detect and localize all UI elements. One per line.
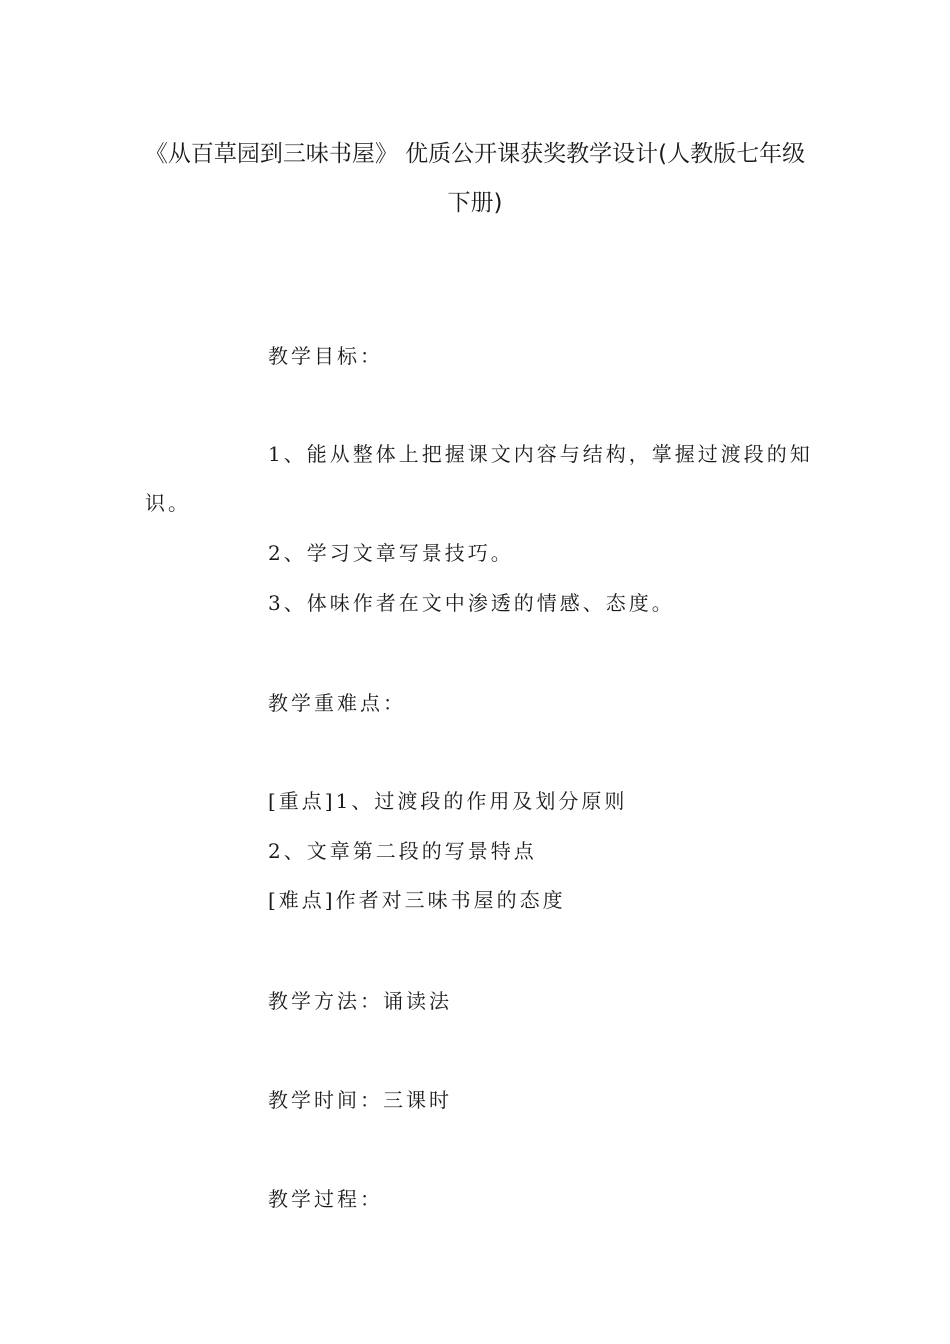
- objectives-heading: 教学目标：: [268, 344, 383, 368]
- document-title-line1: 《从百草园到三味书屋》 优质公开课获奖教学设计(人教版七年级: [144, 141, 806, 167]
- process-heading: 教学过程：: [268, 1187, 383, 1211]
- document-title-line2: 下册): [447, 190, 503, 216]
- difficulty: [难点]作者对三味书屋的态度: [268, 888, 566, 912]
- teaching-time: 教学时间：三课时: [268, 1088, 452, 1112]
- objective-3: 3、体味作者在文中渗透的情感、态度。: [268, 591, 675, 615]
- keypoint-1: [重点]1、过渡段的作用及划分原则: [268, 789, 628, 813]
- keypoint-2: 2、文章第二段的写景特点: [268, 839, 537, 863]
- objective-1-line1: 1、能从整体上把握课文内容与结构，掌握过渡段的知: [268, 442, 813, 466]
- keypoints-heading: 教学重难点：: [268, 691, 406, 715]
- objective-1-line2: 识。: [145, 491, 191, 515]
- teaching-method: 教学方法：诵读法: [268, 989, 452, 1013]
- objective-2: 2、学习文章写景技巧。: [268, 541, 514, 565]
